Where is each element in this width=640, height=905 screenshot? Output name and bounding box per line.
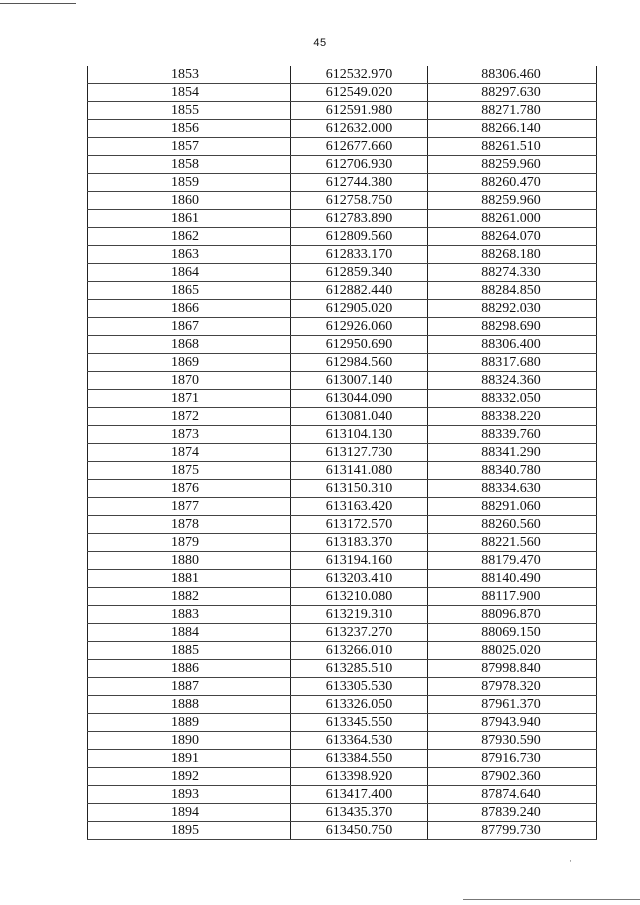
x-coordinate-cell: 612905.020 bbox=[291, 300, 428, 318]
point-number-cell: 1856 bbox=[88, 120, 291, 138]
table-row bbox=[88, 318, 597, 336]
x-coordinate-cell: 613266.010 bbox=[291, 642, 428, 660]
y-coordinate-cell: 87998.840 bbox=[428, 660, 597, 678]
x-coordinate-cell: 612783.890 bbox=[291, 210, 428, 228]
x-coordinate-cell: 612591.980 bbox=[291, 102, 428, 120]
y-coordinate-cell: 88117.900 bbox=[428, 588, 597, 606]
y-coordinate-cell: 88260.560 bbox=[428, 516, 597, 534]
table-row bbox=[88, 696, 597, 714]
point-number-cell: 1868 bbox=[88, 336, 291, 354]
point-number-cell: 1867 bbox=[88, 318, 291, 336]
table-row bbox=[88, 534, 597, 552]
x-coordinate-cell: 612549.020 bbox=[291, 84, 428, 102]
table-row bbox=[88, 174, 597, 192]
y-coordinate-cell: 88297.630 bbox=[428, 84, 597, 102]
table-row bbox=[88, 768, 597, 786]
y-coordinate-cell: 87799.730 bbox=[428, 822, 597, 840]
y-coordinate-cell: 88261.510 bbox=[428, 138, 597, 156]
x-coordinate-cell: 613210.080 bbox=[291, 588, 428, 606]
x-coordinate-cell: 612926.060 bbox=[291, 318, 428, 336]
table-row bbox=[88, 714, 597, 732]
y-coordinate-cell: 88259.960 bbox=[428, 192, 597, 210]
x-coordinate-cell: 612950.690 bbox=[291, 336, 428, 354]
x-coordinate-cell: 612758.750 bbox=[291, 192, 428, 210]
point-number-cell: 1893 bbox=[88, 786, 291, 804]
x-coordinate-cell: 612632.000 bbox=[291, 120, 428, 138]
point-number-cell: 1878 bbox=[88, 516, 291, 534]
table-row bbox=[88, 192, 597, 210]
point-number-cell: 1895 bbox=[88, 822, 291, 840]
point-number-cell: 1864 bbox=[88, 264, 291, 282]
x-coordinate-cell: 613237.270 bbox=[291, 624, 428, 642]
point-number-cell: 1863 bbox=[88, 246, 291, 264]
y-coordinate-cell: 88259.960 bbox=[428, 156, 597, 174]
point-number-cell: 1857 bbox=[88, 138, 291, 156]
point-number-cell: 1862 bbox=[88, 228, 291, 246]
point-number-cell: 1874 bbox=[88, 444, 291, 462]
table-row bbox=[88, 300, 597, 318]
y-coordinate-cell: 87930.590 bbox=[428, 732, 597, 750]
point-number-cell: 1892 bbox=[88, 768, 291, 786]
table-row bbox=[88, 480, 597, 498]
table-row bbox=[88, 138, 597, 156]
y-coordinate-cell: 88341.290 bbox=[428, 444, 597, 462]
x-coordinate-cell: 613104.130 bbox=[291, 426, 428, 444]
point-number-cell: 1881 bbox=[88, 570, 291, 588]
coordinates-table bbox=[87, 66, 597, 840]
table-row bbox=[88, 786, 597, 804]
point-number-cell: 1890 bbox=[88, 732, 291, 750]
table-row bbox=[88, 570, 597, 588]
y-coordinate-cell: 87902.360 bbox=[428, 768, 597, 786]
y-coordinate-cell: 87916.730 bbox=[428, 750, 597, 768]
coordinates-table-body bbox=[88, 66, 597, 840]
table-row bbox=[88, 372, 597, 390]
y-coordinate-cell: 88069.150 bbox=[428, 624, 597, 642]
table-row bbox=[88, 228, 597, 246]
point-number-cell: 1876 bbox=[88, 480, 291, 498]
table-row bbox=[88, 264, 597, 282]
table-row bbox=[88, 84, 597, 102]
point-number-cell: 1861 bbox=[88, 210, 291, 228]
y-coordinate-cell: 88179.470 bbox=[428, 552, 597, 570]
x-coordinate-cell: 613150.310 bbox=[291, 480, 428, 498]
y-coordinate-cell: 88334.630 bbox=[428, 480, 597, 498]
point-number-cell: 1872 bbox=[88, 408, 291, 426]
x-coordinate-cell: 613194.160 bbox=[291, 552, 428, 570]
x-coordinate-cell: 613172.570 bbox=[291, 516, 428, 534]
x-coordinate-cell: 612706.930 bbox=[291, 156, 428, 174]
point-number-cell: 1891 bbox=[88, 750, 291, 768]
x-coordinate-cell: 613081.040 bbox=[291, 408, 428, 426]
point-number-cell: 1877 bbox=[88, 498, 291, 516]
point-number-cell: 1865 bbox=[88, 282, 291, 300]
table-row bbox=[88, 66, 597, 84]
corner-mark: · bbox=[569, 856, 572, 866]
point-number-cell: 1860 bbox=[88, 192, 291, 210]
point-number-cell: 1866 bbox=[88, 300, 291, 318]
y-coordinate-cell: 88096.870 bbox=[428, 606, 597, 624]
point-number-cell: 1885 bbox=[88, 642, 291, 660]
x-coordinate-cell: 612882.440 bbox=[291, 282, 428, 300]
point-number-cell: 1882 bbox=[88, 588, 291, 606]
x-coordinate-cell: 613183.370 bbox=[291, 534, 428, 552]
x-coordinate-cell: 613398.920 bbox=[291, 768, 428, 786]
x-coordinate-cell: 613007.140 bbox=[291, 372, 428, 390]
x-coordinate-cell: 612859.340 bbox=[291, 264, 428, 282]
point-number-cell: 1871 bbox=[88, 390, 291, 408]
y-coordinate-cell: 88317.680 bbox=[428, 354, 597, 372]
y-coordinate-cell: 88291.060 bbox=[428, 498, 597, 516]
point-number-cell: 1888 bbox=[88, 696, 291, 714]
table-row bbox=[88, 804, 597, 822]
y-coordinate-cell: 88340.780 bbox=[428, 462, 597, 480]
y-coordinate-cell: 88306.460 bbox=[428, 66, 597, 84]
x-coordinate-cell: 612809.560 bbox=[291, 228, 428, 246]
x-coordinate-cell: 613203.410 bbox=[291, 570, 428, 588]
y-coordinate-cell: 88339.760 bbox=[428, 426, 597, 444]
table-row bbox=[88, 282, 597, 300]
y-coordinate-cell: 88298.690 bbox=[428, 318, 597, 336]
point-number-cell: 1880 bbox=[88, 552, 291, 570]
point-number-cell: 1883 bbox=[88, 606, 291, 624]
table-row bbox=[88, 444, 597, 462]
x-coordinate-cell: 612744.380 bbox=[291, 174, 428, 192]
point-number-cell: 1853 bbox=[88, 66, 291, 84]
y-coordinate-cell: 88260.470 bbox=[428, 174, 597, 192]
table-row bbox=[88, 660, 597, 678]
table-row bbox=[88, 606, 597, 624]
y-coordinate-cell: 88140.490 bbox=[428, 570, 597, 588]
x-coordinate-cell: 613163.420 bbox=[291, 498, 428, 516]
y-coordinate-cell: 88271.780 bbox=[428, 102, 597, 120]
table-row bbox=[88, 408, 597, 426]
table-row bbox=[88, 210, 597, 228]
x-coordinate-cell: 613127.730 bbox=[291, 444, 428, 462]
table-row bbox=[88, 156, 597, 174]
table-row bbox=[88, 822, 597, 840]
point-number-cell: 1894 bbox=[88, 804, 291, 822]
table-row bbox=[88, 624, 597, 642]
table-row bbox=[88, 246, 597, 264]
point-number-cell: 1879 bbox=[88, 534, 291, 552]
table-row bbox=[88, 516, 597, 534]
y-coordinate-cell: 88025.020 bbox=[428, 642, 597, 660]
table-row bbox=[88, 750, 597, 768]
table-row bbox=[88, 390, 597, 408]
table-row bbox=[88, 354, 597, 372]
point-number-cell: 1854 bbox=[88, 84, 291, 102]
table-row bbox=[88, 426, 597, 444]
point-number-cell: 1869 bbox=[88, 354, 291, 372]
y-coordinate-cell: 88324.360 bbox=[428, 372, 597, 390]
y-coordinate-cell: 88306.400 bbox=[428, 336, 597, 354]
point-number-cell: 1875 bbox=[88, 462, 291, 480]
y-coordinate-cell: 87874.640 bbox=[428, 786, 597, 804]
table-row bbox=[88, 498, 597, 516]
y-coordinate-cell: 88338.220 bbox=[428, 408, 597, 426]
y-coordinate-cell: 87839.240 bbox=[428, 804, 597, 822]
x-coordinate-cell: 613384.550 bbox=[291, 750, 428, 768]
point-number-cell: 1855 bbox=[88, 102, 291, 120]
top-left-rule bbox=[0, 3, 76, 4]
point-number-cell: 1884 bbox=[88, 624, 291, 642]
x-coordinate-cell: 613435.370 bbox=[291, 804, 428, 822]
x-coordinate-cell: 613417.400 bbox=[291, 786, 428, 804]
y-coordinate-cell: 88268.180 bbox=[428, 246, 597, 264]
y-coordinate-cell: 87961.370 bbox=[428, 696, 597, 714]
y-coordinate-cell: 88221.560 bbox=[428, 534, 597, 552]
table-row bbox=[88, 732, 597, 750]
x-coordinate-cell: 613285.510 bbox=[291, 660, 428, 678]
y-coordinate-cell: 88266.140 bbox=[428, 120, 597, 138]
x-coordinate-cell: 613364.530 bbox=[291, 732, 428, 750]
y-coordinate-cell: 87943.940 bbox=[428, 714, 597, 732]
x-coordinate-cell: 613450.750 bbox=[291, 822, 428, 840]
y-coordinate-cell: 88332.050 bbox=[428, 390, 597, 408]
y-coordinate-cell: 88292.030 bbox=[428, 300, 597, 318]
point-number-cell: 1889 bbox=[88, 714, 291, 732]
table-row bbox=[88, 102, 597, 120]
table-row bbox=[88, 642, 597, 660]
point-number-cell: 1859 bbox=[88, 174, 291, 192]
x-coordinate-cell: 612984.560 bbox=[291, 354, 428, 372]
point-number-cell: 1887 bbox=[88, 678, 291, 696]
x-coordinate-cell: 613141.080 bbox=[291, 462, 428, 480]
table-row bbox=[88, 336, 597, 354]
x-coordinate-cell: 612833.170 bbox=[291, 246, 428, 264]
table-row bbox=[88, 120, 597, 138]
x-coordinate-cell: 613345.550 bbox=[291, 714, 428, 732]
point-number-cell: 1870 bbox=[88, 372, 291, 390]
y-coordinate-cell: 87978.320 bbox=[428, 678, 597, 696]
table-row bbox=[88, 588, 597, 606]
table-row bbox=[88, 552, 597, 570]
x-coordinate-cell: 613305.530 bbox=[291, 678, 428, 696]
table-row bbox=[88, 462, 597, 480]
x-coordinate-cell: 613219.310 bbox=[291, 606, 428, 624]
point-number-cell: 1858 bbox=[88, 156, 291, 174]
table-row bbox=[88, 678, 597, 696]
y-coordinate-cell: 88261.000 bbox=[428, 210, 597, 228]
x-coordinate-cell: 613326.050 bbox=[291, 696, 428, 714]
page-number: 45 bbox=[313, 37, 327, 49]
y-coordinate-cell: 88284.850 bbox=[428, 282, 597, 300]
y-coordinate-cell: 88264.070 bbox=[428, 228, 597, 246]
x-coordinate-cell: 612532.970 bbox=[291, 66, 428, 84]
point-number-cell: 1886 bbox=[88, 660, 291, 678]
y-coordinate-cell: 88274.330 bbox=[428, 264, 597, 282]
x-coordinate-cell: 613044.090 bbox=[291, 390, 428, 408]
bottom-rule bbox=[463, 899, 640, 900]
point-number-cell: 1873 bbox=[88, 426, 291, 444]
x-coordinate-cell: 612677.660 bbox=[291, 138, 428, 156]
